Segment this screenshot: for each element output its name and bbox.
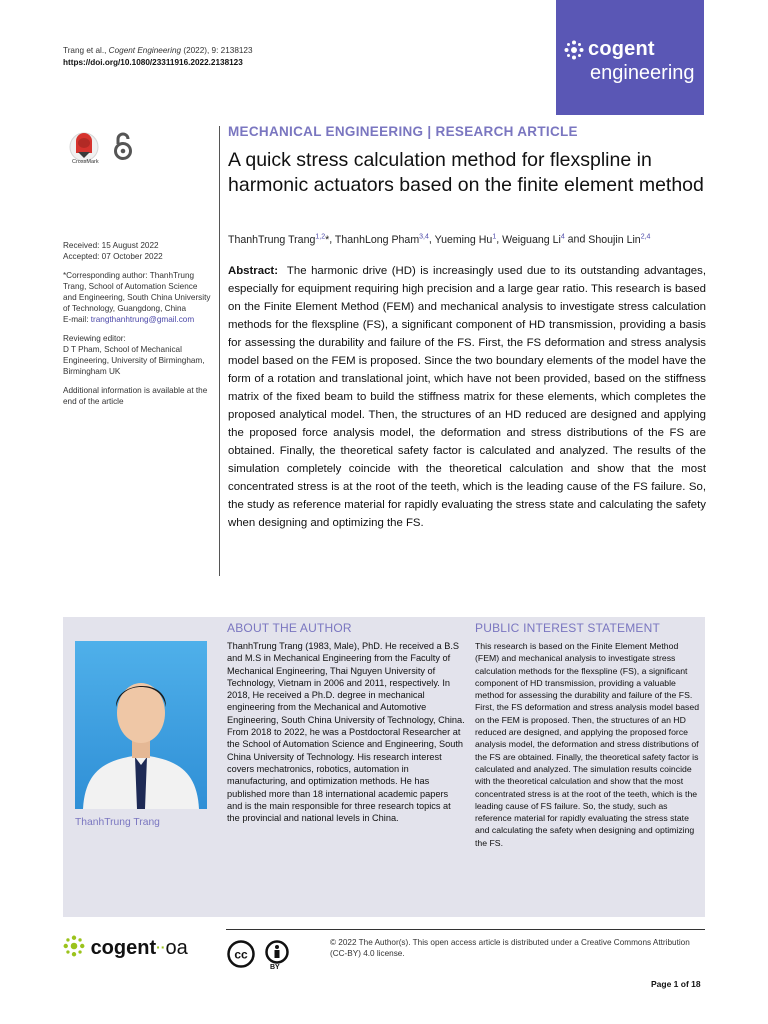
corresponding-author (63, 270, 211, 325)
column-divider (219, 126, 220, 576)
journal-name: Cogent Engineering (108, 46, 182, 55)
cogent-star-icon (63, 935, 85, 957)
cc-by-license-icon[interactable] (227, 940, 295, 972)
crossmark-label: CrossMark (72, 159, 99, 165)
article-sidebar (63, 240, 211, 415)
reviewing-editor (63, 333, 211, 377)
accepted-date: Accepted: 07 October 2022 (63, 252, 163, 261)
author[interactable]: Shoujin Lin$^{2,4}$ (588, 233, 651, 246)
license-text: © 2022 The Author(s). This open access article is distributed under a Creative Commons Attribution (CC-BY) 4.0 license. (330, 938, 690, 958)
corresponding-text: *Corresponding author: ThanhTrung Trang, School of Automation Science and Engineering, South China University of Technology, Guangdong, China (63, 271, 211, 313)
footer-rule (226, 929, 705, 930)
citation-line (63, 45, 253, 57)
about-author-heading: ABOUT THE AUTHOR (227, 621, 352, 635)
citation-authors: Trang et al., (63, 46, 109, 55)
additional-info: Additional information is available at the end of the article (63, 386, 208, 406)
author[interactable]: ThanhTrung Trang$^{1,2}$* (228, 233, 330, 246)
article-title: A quick stress calculation method for flexspline in harmonic actuators based on the finite element method (228, 149, 704, 196)
photo-caption: ThanhTrung Trang (75, 817, 160, 828)
cc-by-label: BY (270, 964, 280, 971)
cogent-star-icon (564, 40, 584, 60)
section-label: MECHANICAL ENGINEERING | RESEARCH ARTICLE (228, 124, 578, 139)
received-date: Received: 15 August 2022 (63, 241, 159, 250)
citation-volume: (2022), 9: 2138123 (181, 46, 253, 55)
crossmark-icon (63, 130, 105, 172)
author-photo (75, 641, 207, 809)
abstract (228, 262, 706, 532)
open-access-icon[interactable] (112, 131, 134, 161)
crossmark-badge[interactable] (63, 130, 105, 172)
abstract-label: Abstract: (228, 265, 279, 277)
citation-block (63, 45, 253, 69)
dates (63, 240, 211, 262)
about-author-text: ThanhTrung Trang (1983, Male), PhD. He received a B.S and M.S in Mechanical Engineering from the Faculty of Mechanical Engineering, Thai Nguyen University of Technology, Vietnam in 2006 and 2011, respectively. In 2018, He received a Ph.D. degree in mechanical engineering from the Mechanical and Automotive Engineering, South China University of Technology, China. From 2018 to 2022, he was a Postdoctoral Researcher at the School of Automation Science and Engineering, South China University of Technology. His research interest covers mechatronics, robotics, automation in manufacturing, and optimization methods. He has published more than 18 international academic papers and is the main responsible for three research topics at the provincial and national levels in China. (227, 641, 465, 824)
reviewing-text: D T Pham, School of Mechanical Engineering, University of Birmingham, Birmingham UK (63, 345, 205, 376)
author[interactable]: ThanhLong Pham$^{3,4}$ (334, 233, 429, 246)
abstract-text: The harmonic drive (HD) is increasingly used due to its outstanding advantages, especially for equipment requiring high precision and a large gear ratio. This research is based on the Finite Element Method (FEM) and mechanical analysis to investigate stress calculation methods for the flexspline (FS), a significant component of HD transmission, providing a basis for assessing the durability and failure of the FS. First, the FS deformation and stress analysis model based on the FEM is proposed. Since the two boundary elements of the model have the form of a rotation and translational joint, which have not been provided, based on the stiffness matrix of the fixed beam to build the stiffness matrix for these elements, which completes the proposed analytical model. Then, the structures of an HD reduced are designed and applying the proposed force analysis model, the deformation and stress distributions of the FS are obtained. Finally, the theoretical safety factor is calculated and analyzed. The results of the simulation completely coincide with the theoretical calculation and show that the most concentrated stress is at the root of the teeth, which is the leading cause of the FS failure. So, the study as reference material for rapidly evaluating the stress state and calculating the safety when designing and optimizing the FS. (228, 265, 707, 529)
author-email-link[interactable]: trangthanhtrung@gmail.com (90, 315, 195, 324)
email-label: E-mail: (63, 315, 91, 324)
author[interactable]: Yueming Hu$^1$ (434, 233, 497, 246)
svg-text:cc: cc (234, 947, 248, 962)
logo-oa-text: oa (165, 937, 188, 959)
public-interest-heading: PUBLIC INTEREST STATEMENT (475, 621, 661, 635)
public-interest-text: This research is based on the Finite Element Method (FEM) and mechanical analysis to investigate stress calculation methods for the flexspline (FS), a significant component of HD transmission, providing a valuable method for assessing the durability and failure of the FS. First, the FS deformation and stress analysis model based on the FEM is proposed. Then, the structures of an HD reduced are designed, and applying the proposed force analysis model, the deformation and stress distributions of the FS are obtained. Finally, the theoretical safety factor is calculated and analyzed. The simulation results coincide with the theoretical calculation and show that the most concentrated stress is at the root of the teeth, which is the leading cause of FS failure. So, the study, such as reference material for rapidly evaluating the stress state and calculating the safety when designing and optimizing the FS. (475, 641, 700, 848)
doi-link[interactable]: https://doi.org/10.1080/23311916.2022.2138123 (63, 58, 243, 67)
reviewing-label: Reviewing editor: (63, 334, 126, 343)
author[interactable]: Weiguang Li$^4$ (502, 233, 565, 246)
author-list: ThanhTrung Trang$^{1,2}$*, ThanhLong Pham$^{3,4}$, Yueming Hu$^1$, Weiguang Li$^4$ and Shoujin Lin$^{2,4}$ (228, 233, 651, 246)
cogent-oa-logo[interactable]: cogent··oa (63, 935, 188, 960)
brand-engineering: engineering (590, 62, 695, 84)
logo-cogent-text: cogent (90, 937, 157, 959)
page-number: Page 1 of 18 (651, 979, 701, 989)
journal-brand-box[interactable] (556, 0, 704, 115)
brand-cogent: cogent (588, 38, 655, 60)
